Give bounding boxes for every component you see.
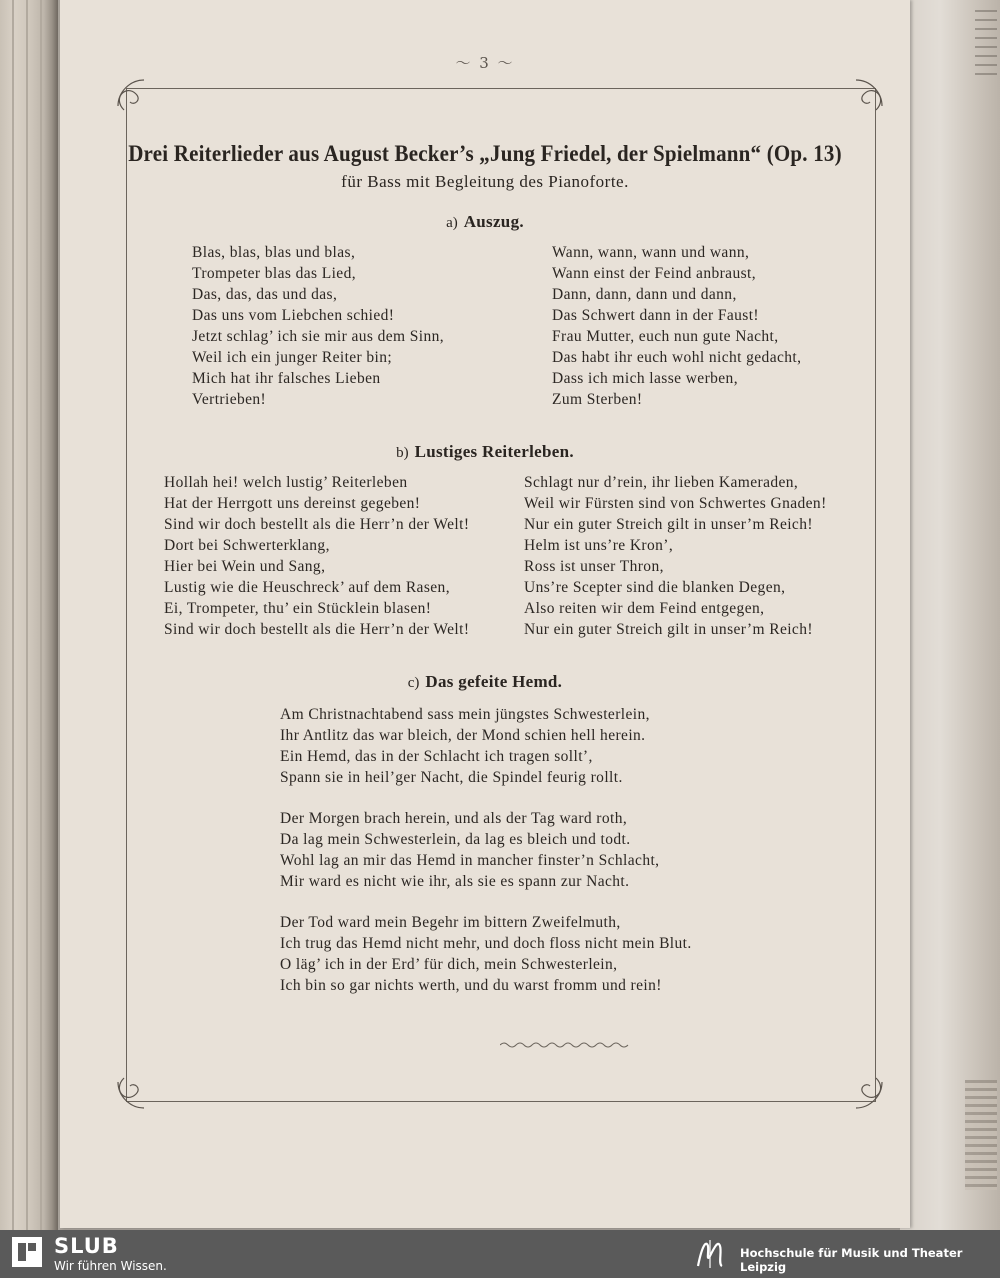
- verse-line: Trompeter blas das Lied,: [192, 265, 357, 282]
- page-number-value: 3: [479, 54, 491, 72]
- verse-line: Ei, Trompeter, thu’ ein Stücklein blasen!: [164, 600, 432, 617]
- verse-line: Vertrieben!: [192, 391, 267, 408]
- page-number-flourish-left: 〜: [455, 54, 480, 72]
- right-page-stack: [900, 0, 1000, 1230]
- wave-divider: [500, 1040, 630, 1050]
- corner-ornament-tr: [856, 80, 882, 110]
- section-b-letter: b): [396, 445, 409, 461]
- verse-line: Weil ich ein junger Reiter bin;: [192, 349, 393, 366]
- section-a-title: Auszug.: [463, 212, 524, 231]
- section-b-heading: [60, 442, 910, 462]
- hmt-logo-icon[interactable]: [692, 1236, 728, 1272]
- verse-line: Da lag mein Schwesterlein, da lag es bleich und todt.: [280, 831, 631, 848]
- section-b-right-column: [524, 472, 827, 640]
- verse-line: Hier bei Wein und Sang,: [164, 558, 326, 575]
- verse-line: Lustig wie die Heuschreck’ auf dem Rasen,: [164, 579, 450, 596]
- section-a-left-column: [192, 242, 444, 410]
- verse-line: Mir ward es nicht wie ihr, als sie es spann zur Nacht.: [280, 873, 630, 890]
- section-c-stanza-3: [280, 912, 692, 996]
- slub-logo-icon[interactable]: [12, 1237, 42, 1267]
- verse-line: Dort bei Schwerterklang,: [164, 537, 330, 554]
- verse-line: Hat der Herrgott uns dereinst gegeben!: [164, 495, 421, 512]
- section-c-title: Das gefeite Hemd.: [425, 672, 563, 691]
- page-subtitle: für Bass mit Begleitung des Pianoforte.: [341, 172, 629, 191]
- verse-line: Zum Sterben!: [552, 391, 643, 408]
- verse-line: Jetzt schlag’ ich sie mir aus dem Sinn,: [192, 328, 445, 345]
- verse-line: Hollah hei! welch lustig’ Reiterleben: [164, 474, 408, 491]
- section-c-letter: c): [407, 675, 420, 691]
- verse-line: Ich trug das Hemd nicht mehr, und doch floss nicht mein Blut.: [280, 935, 692, 952]
- page-number: [60, 52, 910, 73]
- section-a-heading: [60, 212, 910, 232]
- ornament-strip: [965, 1080, 997, 1190]
- verse-line: Ross ist unser Thron,: [524, 558, 664, 575]
- section-a-right-column: [552, 242, 801, 410]
- verse-line: Am Christnachtabend sass mein jüngstes Schwesterlein,: [280, 706, 650, 723]
- left-page-edge: [0, 0, 58, 1230]
- verse-line: Wann, wann, wann und wann,: [552, 244, 750, 261]
- verse-line: Ein Hemd, das in der Schlacht ich tragen sollt’,: [280, 748, 593, 765]
- verse-line: Dann, dann, dann und dann,: [552, 286, 737, 303]
- verse-line: O läg’ ich in der Erd’ für dich, mein Schwesterlein,: [280, 956, 618, 973]
- page-title: Drei Reiterlieder aus August Becker’s „Jung Friedel, der Spielmann“ (Op. 13): [128, 139, 842, 167]
- verse-line: Das habt ihr euch wohl nicht gedacht,: [552, 349, 802, 366]
- verse-line: Ihr Antlitz das war bleich, der Mond schien hell herein.: [280, 727, 646, 744]
- verse-line: Wann einst der Feind anbraust,: [552, 265, 757, 282]
- verse-line: Weil wir Fürsten sind von Schwertes Gnaden!: [524, 495, 827, 512]
- verse-line: Das, das, das und das,: [192, 286, 338, 303]
- verse-line: Das uns vom Liebchen schied!: [192, 307, 395, 324]
- verse-line: Wohl lag an mir das Hemd in mancher finster’n Schlacht,: [280, 852, 660, 869]
- verse-line: Helm ist uns’re Kron’,: [524, 537, 674, 554]
- verse-line: Mich hat ihr falsches Lieben: [192, 370, 381, 387]
- section-c-stanza-2: [280, 808, 659, 892]
- verse-line: Der Morgen brach herein, und als der Tag ward roth,: [280, 810, 628, 827]
- slub-tagline: Wir führen Wissen.: [54, 1259, 167, 1273]
- section-c-stanza-1: [280, 704, 650, 788]
- verse-line: Frau Mutter, euch nun gute Nacht,: [552, 328, 779, 345]
- section-a-letter: a): [446, 215, 458, 231]
- verse-line: Das Schwert dann in der Faust!: [552, 307, 759, 324]
- section-b-left-column: [164, 472, 469, 640]
- verse-line: Sind wir doch bestellt als die Herr’n der Welt!: [164, 621, 470, 638]
- corner-ornament-bl: [118, 1078, 144, 1108]
- corner-ornament-tl: [118, 80, 144, 110]
- page-number-flourish-right: 〜: [490, 54, 515, 72]
- slub-name[interactable]: SLUB: [54, 1234, 119, 1258]
- verse-line: Nur ein guter Streich gilt in unser’m Reich!: [524, 516, 813, 533]
- verse-line: Uns’re Scepter sind die blanken Degen,: [524, 579, 786, 596]
- verse-line: Also reiten wir dem Feind entgegen,: [524, 600, 765, 617]
- hmt-name[interactable]: Hochschule für Musik und Theater Leipzig: [740, 1246, 963, 1274]
- verse-line: Der Tod ward mein Begehr im bittern Zweifelmuth,: [280, 914, 621, 931]
- footer-bar: [0, 1230, 1000, 1278]
- verse-line: Blas, blas, blas und blas,: [192, 244, 356, 261]
- score-page: [60, 0, 910, 1228]
- section-b-title: Lustiges Reiterleben.: [414, 442, 574, 461]
- verse-line: Ich bin so gar nichts werth, und du warst fromm und rein!: [280, 977, 662, 994]
- verse-line: Schlagt nur d’rein, ihr lieben Kameraden,: [524, 474, 799, 491]
- verse-line: Dass ich mich lasse werben,: [552, 370, 738, 387]
- section-c-heading: [60, 672, 910, 692]
- verse-line: Sind wir doch bestellt als die Herr’n der Welt!: [164, 516, 470, 533]
- verse-line: Nur ein guter Streich gilt in unser’m Reich!: [524, 621, 813, 638]
- corner-ornament-br: [856, 1078, 882, 1108]
- right-edge-marks: [975, 10, 997, 80]
- verse-line: Spann sie in heil’ger Nacht, die Spindel feurig rollt.: [280, 769, 623, 786]
